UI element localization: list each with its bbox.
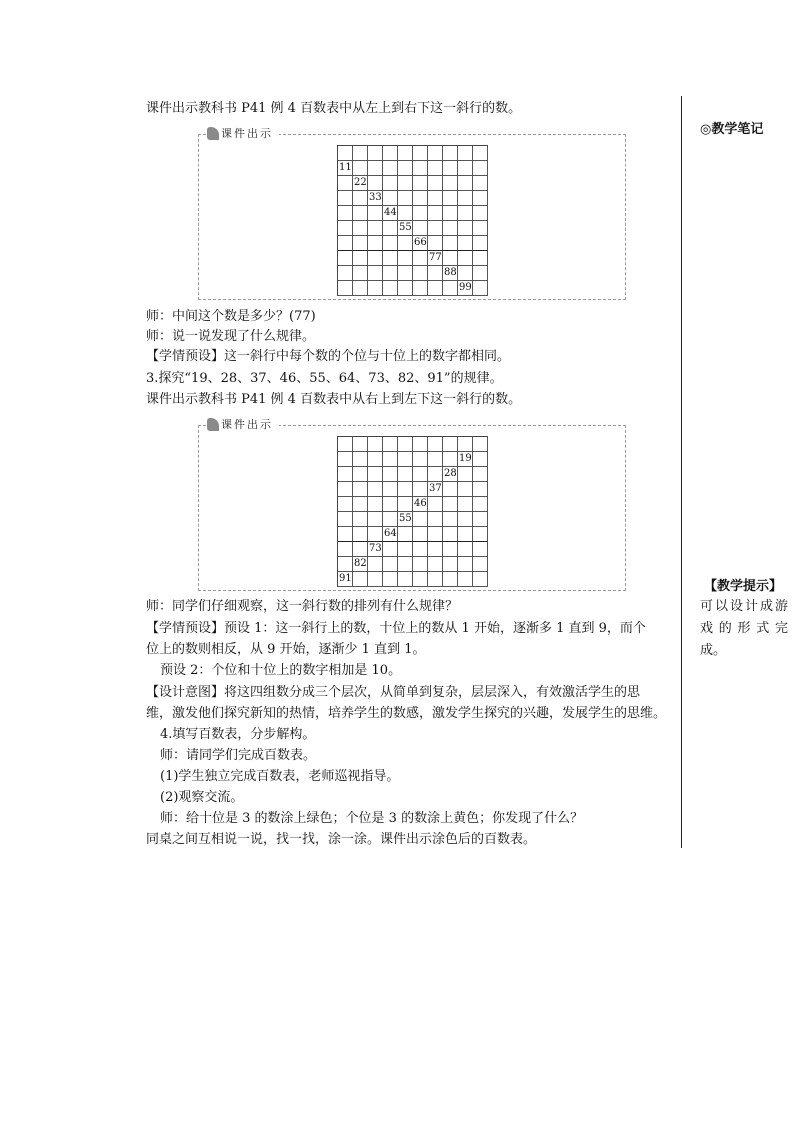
grid-cell — [413, 221, 428, 236]
grid-cell — [353, 251, 368, 266]
grid-cell — [473, 161, 488, 176]
grid-cell — [383, 161, 398, 176]
grid-cell — [413, 281, 428, 296]
grid-cell — [458, 146, 473, 161]
grid-cell — [443, 542, 458, 557]
grid-cell — [353, 146, 368, 161]
grid-cell — [383, 146, 398, 161]
grid-cell — [353, 437, 368, 452]
grid-cell — [398, 482, 413, 497]
grid-cell — [338, 452, 353, 467]
grid-cell — [383, 251, 398, 266]
grid-cell — [383, 467, 398, 482]
grid-cell — [338, 251, 353, 266]
grid-cell — [353, 191, 368, 206]
grid-cell — [368, 512, 383, 527]
grid-cell — [428, 452, 443, 467]
grid-cell — [458, 557, 473, 572]
grid-cell — [383, 176, 398, 191]
grid-cell — [353, 266, 368, 281]
grid-cell — [413, 512, 428, 527]
grid-cell — [353, 206, 368, 221]
label-tab-icon — [207, 418, 219, 431]
hundred-grid-2 — [337, 436, 488, 587]
grid-cell — [383, 452, 398, 467]
grid-cell — [458, 176, 473, 191]
grid-cell — [413, 482, 428, 497]
grid-cell — [368, 572, 383, 587]
grid-cell — [473, 251, 488, 266]
grid-cell — [398, 191, 413, 206]
grid-cell — [398, 146, 413, 161]
text-line: 维，激发他们探究新知的热情，培养学生的数感，激发学生探究的兴趣，发展学生的思维。 — [146, 706, 667, 721]
grid-cell — [338, 191, 353, 206]
grid-cell — [443, 281, 458, 296]
grid-cell — [398, 251, 413, 266]
grid-cell — [473, 266, 488, 281]
grid-cell — [368, 527, 383, 542]
grid-cell — [398, 527, 413, 542]
grid-cell — [458, 527, 473, 542]
grid-cell — [338, 482, 353, 497]
grid-cell — [458, 161, 473, 176]
grid-cell — [353, 512, 368, 527]
grid-cell — [458, 542, 473, 557]
grid-number: 37 — [428, 482, 443, 497]
grid-cell — [443, 161, 458, 176]
grid-cell — [473, 497, 488, 512]
grid-cell — [338, 146, 353, 161]
text-line: (2)观察交流。 — [160, 790, 244, 805]
grid-cell — [473, 206, 488, 221]
grid-cell — [443, 176, 458, 191]
text-line: 师：中间这个数是多少？(77) — [146, 309, 316, 324]
grid-number: 22 — [353, 176, 368, 191]
grid-cell — [383, 191, 398, 206]
grid-cell — [428, 527, 443, 542]
grid-number: 55 — [398, 221, 413, 236]
grid-cell — [458, 512, 473, 527]
grid-cell — [338, 176, 353, 191]
grid-cell — [428, 206, 443, 221]
grid-cell — [443, 482, 458, 497]
grid-number: 77 — [428, 251, 443, 266]
grid-number: 55 — [398, 512, 413, 527]
grid-cell — [443, 146, 458, 161]
grid-cell — [368, 206, 383, 221]
label-tab-icon — [207, 127, 219, 140]
grid-cell — [383, 572, 398, 587]
grid-cell — [428, 497, 443, 512]
grid-cell — [473, 281, 488, 296]
grid-cell — [413, 191, 428, 206]
grid-cell — [398, 206, 413, 221]
grid-cell — [473, 236, 488, 251]
grid-cell — [353, 542, 368, 557]
grid-cell — [413, 572, 428, 587]
grid-cell — [383, 236, 398, 251]
grid-cell — [368, 266, 383, 281]
grid-cell — [353, 467, 368, 482]
grid-cell — [413, 206, 428, 221]
grid-cell — [443, 191, 458, 206]
grid-number: 82 — [353, 557, 368, 572]
grid-cell — [428, 176, 443, 191]
grid-cell — [368, 221, 383, 236]
courseware-box-2 — [198, 418, 626, 591]
grid-number: 88 — [443, 266, 458, 281]
grid-cell — [353, 452, 368, 467]
grid-cell — [428, 572, 443, 587]
grid-cell — [368, 497, 383, 512]
grid-number: 66 — [413, 236, 428, 251]
grid-number: 46 — [413, 497, 428, 512]
grid-cell — [413, 251, 428, 266]
text-line: 师：给十位是 3 的数涂上绿色；个位是 3 的数涂上黄色；你发现了什么？ — [160, 811, 584, 826]
hundred-grid-1 — [337, 145, 488, 296]
grid-cell — [368, 176, 383, 191]
grid-cell — [398, 236, 413, 251]
grid-cell — [413, 266, 428, 281]
grid-cell — [428, 467, 443, 482]
grid-cell — [383, 542, 398, 557]
grid-cell — [338, 236, 353, 251]
grid-cell — [383, 497, 398, 512]
grid-number: 44 — [383, 206, 398, 221]
grid-cell — [383, 221, 398, 236]
grid-cell — [398, 467, 413, 482]
text-line: 同桌之间互相说一说，找一找，涂一涂。课件出示涂色后的百数表。 — [146, 832, 537, 847]
grid-cell — [473, 467, 488, 482]
grid-cell — [473, 482, 488, 497]
grid-cell — [353, 281, 368, 296]
grid-cell — [368, 467, 383, 482]
grid-cell — [473, 557, 488, 572]
grid-number: 28 — [443, 467, 458, 482]
grid-cell — [413, 437, 428, 452]
grid-cell — [428, 191, 443, 206]
grid-cell — [458, 251, 473, 266]
text-line: 3.探究“19、28、37、46、55、64、73、82、91”的规律。 — [146, 371, 503, 386]
grid-cell — [413, 176, 428, 191]
grid-cell — [398, 266, 413, 281]
grid-cell — [398, 161, 413, 176]
grid-number: 91 — [338, 572, 353, 587]
grid-cell — [458, 482, 473, 497]
text-line: 【学情预设】预设 1：这一斜行上的数，十位上的数从 1 开始，逐渐多 1 直到 9，而个 — [146, 621, 646, 636]
text-line: 【学情预设】这一斜行中每个数的个位与十位上的数字都相同。 — [146, 349, 511, 364]
grid-cell — [368, 452, 383, 467]
grid-cell — [368, 161, 383, 176]
grid-cell — [383, 437, 398, 452]
grid-cell — [353, 497, 368, 512]
grid-cell — [398, 176, 413, 191]
grid-cell — [413, 452, 428, 467]
grid-cell — [398, 452, 413, 467]
grid-cell — [413, 527, 428, 542]
grid-cell — [398, 281, 413, 296]
grid-cell — [473, 527, 488, 542]
grid-number: 11 — [338, 161, 353, 176]
grid-cell — [338, 497, 353, 512]
grid-cell — [428, 161, 443, 176]
teaching-notes-title: ◎教学笔记 — [700, 122, 764, 137]
text-line: 课件出示教科书 P41 例 4 百数表中从左上到右下这一斜行的数。 — [146, 101, 522, 116]
grid-cell — [398, 557, 413, 572]
column-divider — [681, 96, 682, 848]
grid-cell — [338, 527, 353, 542]
grid-cell — [473, 572, 488, 587]
grid-cell — [473, 452, 488, 467]
grid-cell — [473, 146, 488, 161]
grid-cell — [368, 251, 383, 266]
grid-cell — [443, 236, 458, 251]
grid-cell — [473, 221, 488, 236]
grid-cell — [458, 467, 473, 482]
grid-cell — [443, 512, 458, 527]
teaching-tips-body: 可以设计成游戏的形式完成。 — [700, 599, 788, 658]
grid-cell — [398, 572, 413, 587]
teaching-tips-title: 【教学提示】 — [704, 579, 783, 594]
grid-cell — [413, 146, 428, 161]
grid-cell — [398, 542, 413, 557]
grid-cell — [428, 281, 443, 296]
grid-cell — [368, 281, 383, 296]
grid-cell — [443, 221, 458, 236]
grid-cell — [473, 437, 488, 452]
grid-cell — [398, 497, 413, 512]
text-line: 4.填写百数表，分步解构。 — [160, 727, 316, 742]
grid-cell — [338, 557, 353, 572]
grid-cell — [428, 557, 443, 572]
grid-cell — [443, 572, 458, 587]
text-line: 位上的数则相反，从 9 开始，逐渐少 1 直到 1。 — [146, 642, 426, 657]
grid-cell — [443, 557, 458, 572]
grid-cell — [368, 146, 383, 161]
grid-cell — [428, 221, 443, 236]
grid-cell — [428, 437, 443, 452]
grid-cell — [473, 542, 488, 557]
grid-cell — [458, 236, 473, 251]
grid-cell — [428, 236, 443, 251]
grid-cell — [338, 281, 353, 296]
grid-number: 19 — [458, 452, 473, 467]
grid-number: 99 — [458, 281, 473, 296]
grid-cell — [443, 437, 458, 452]
grid-cell — [398, 437, 413, 452]
text-line: 预设 2：个位和十位上的数字相加是 10。 — [160, 663, 402, 678]
grid-cell — [443, 527, 458, 542]
courseware-label: 课件出示 — [207, 418, 279, 432]
grid-cell — [383, 482, 398, 497]
grid-cell — [458, 437, 473, 452]
grid-cell — [338, 221, 353, 236]
grid-cell — [338, 512, 353, 527]
grid-cell — [458, 266, 473, 281]
grid-cell — [413, 467, 428, 482]
grid-cell — [383, 266, 398, 281]
grid-cell — [368, 557, 383, 572]
grid-cell — [413, 161, 428, 176]
grid-cell — [383, 557, 398, 572]
grid-cell — [383, 281, 398, 296]
grid-cell — [338, 266, 353, 281]
grid-cell — [473, 512, 488, 527]
grid-cell — [368, 482, 383, 497]
grid-cell — [443, 497, 458, 512]
grid-cell — [338, 542, 353, 557]
grid-cell — [413, 557, 428, 572]
grid-cell — [428, 512, 443, 527]
text-line: (1)学生独立完成百数表，老师巡视指导。 — [160, 769, 400, 784]
grid-number: 33 — [368, 191, 383, 206]
grid-cell — [353, 161, 368, 176]
grid-cell — [428, 146, 443, 161]
grid-cell — [443, 206, 458, 221]
courseware-box-1 — [198, 127, 626, 300]
grid-cell — [473, 176, 488, 191]
grid-cell — [338, 467, 353, 482]
grid-cell — [443, 452, 458, 467]
grid-cell — [338, 437, 353, 452]
grid-number: 64 — [383, 527, 398, 542]
grid-cell — [353, 221, 368, 236]
text-line: 师：同学们仔细观察，这一斜行数的排列有什么规律？ — [146, 599, 459, 614]
grid-cell — [368, 236, 383, 251]
grid-cell — [383, 512, 398, 527]
grid-cell — [443, 251, 458, 266]
text-line: 师：说一说发现了什么规律。 — [146, 329, 316, 344]
grid-cell — [338, 206, 353, 221]
grid-cell — [458, 206, 473, 221]
grid-cell — [428, 266, 443, 281]
grid-cell — [413, 542, 428, 557]
grid-cell — [428, 542, 443, 557]
grid-cell — [368, 437, 383, 452]
grid-cell — [353, 572, 368, 587]
grid-cell — [458, 572, 473, 587]
grid-number: 73 — [368, 542, 383, 557]
grid-cell — [458, 497, 473, 512]
courseware-label: 课件出示 — [207, 127, 279, 141]
grid-cell — [353, 527, 368, 542]
grid-cell — [353, 236, 368, 251]
grid-cell — [458, 191, 473, 206]
text-line: 师：请同学们完成百数表。 — [160, 748, 317, 763]
text-line: 课件出示教科书 P41 例 4 百数表中从右上到左下这一斜行的数。 — [146, 392, 522, 407]
grid-cell — [473, 191, 488, 206]
grid-cell — [458, 221, 473, 236]
grid-cell — [353, 482, 368, 497]
text-line: 【设计意图】将这四组数分成三个层次，从简单到复杂，层层深入，有效激活学生的思 — [146, 685, 641, 700]
